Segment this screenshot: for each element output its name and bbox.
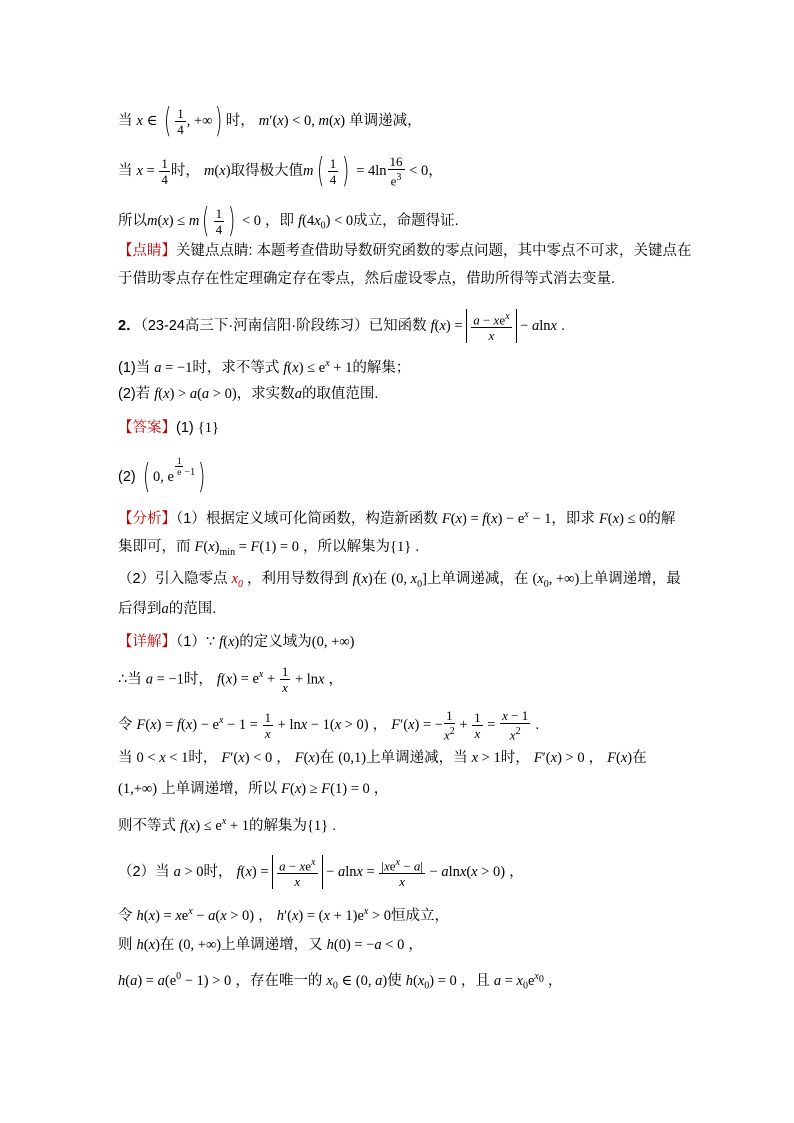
text-line-3: 所以m(x) ≤ m( $\frac{1}{4}$ ) < 0 ，即 $f(4x_0) < 0$成立，命题得证. bbox=[118, 201, 459, 241]
text-line-19: (1,+∞) 上单调递增，所以 F(x) ≥ F(1) = 0 ， bbox=[118, 781, 389, 797]
text-line-12: 集即可，而 $F(x)_{min} = F(1) = 0$ ，所以解集为{1} . bbox=[118, 539, 420, 558]
text-line-14: 后得到a的范围. bbox=[118, 601, 217, 617]
text-line-24: $h(a) = a(e^0 - 1) > 0$ ，存在唯一的 $x_0$ ∈ (0, a)使 $h(x_0) = 0$ ，且 $a = x_0e^{x_0}$ ， bbox=[118, 971, 563, 992]
text-line-17: 令 $F(x) = f(x) - e^x - 1$ = $\frac{1}{x}$ + lnx − 1(x > 0) ， F′(x) = − $\frac{1}{x^2}$ + $\frac{1}{x}$ = $\frac{x - 1}{x^2}$ . bbox=[118, 708, 540, 743]
text-line-2: 当 x = $\frac{1}{4}$ 时， m(x)取得极大值m( $\frac{1}{4}$ ) = 4ln $\frac{16}{e^3}$ < 0， bbox=[118, 151, 443, 192]
text-line-1: 当 x ∈ ( $\frac{1}{4}$ , +∞) 时， m′(x) < 0, m(x) 单调递减， bbox=[118, 101, 422, 141]
math-x-in-interval: x bbox=[136, 112, 143, 129]
text-line-23: 则 h(x)在 (0, +∞)上单调递增，又 h(0) = −a < 0 ， bbox=[118, 937, 423, 953]
problem-number: 2． bbox=[118, 318, 141, 334]
text-line-22: 令 $h(x) = xe^x - a(x > 0)$ ， $h'(x) = (x + 1)e^x > 0$恒成立， bbox=[118, 906, 450, 924]
text-line-5 bbox=[118, 269, 615, 289]
answer-part-2-label: (2) bbox=[118, 468, 136, 485]
tag-analysis: 【分析】 bbox=[118, 510, 176, 527]
text-line-13: （2）引入隐零点 $x_0$ ，利用导数得到 f(x)在 (0, $x_0$]上单调递减，在 ($x_0$, +∞)上单调递增，最 bbox=[118, 571, 681, 590]
problem-source: （23-24高三下·河南信阳·阶段练习） bbox=[140, 318, 369, 334]
tag-answer: 【答案】 bbox=[118, 420, 176, 436]
line-4-text: 关键点点睛: 本题考查借助导数研究函数的零点问题，其中零点不可求，关键点在 bbox=[176, 243, 692, 259]
text-line-21: （2）当 a > 0时， f(x) = $\frac{a - xe^x}{x}$ − alnx = $\frac{|xe^x - a|}{x}$ − alnx(x > 0) ， bbox=[118, 857, 524, 890]
text-line-4 bbox=[118, 241, 692, 261]
line-5-text: 于借助零点存在性定理确定存在零点，然后虚设零点，借助所得等式消去变量. bbox=[118, 271, 616, 287]
text-line-16: ∴当 a = −1时， $f(x) = e^x$ + $\frac{1}{x}$ + lnx ， bbox=[118, 664, 343, 695]
text-line-18: 当 0 < x < 1时， F′(x) < 0 ， F(x)在 (0,1)上单调递减，当 x > 1时， F′(x) > 0 ， F(x)在 bbox=[118, 750, 647, 766]
answer-part-2: (2) ( 0, e $^{\frac{1}{e} -1}$) bbox=[118, 456, 206, 497]
problem-stem: 已知函数 bbox=[368, 318, 427, 334]
text-line-11: 【分析】（1）根据定义域可化简函数，构造新函数 $F(x) = f(x) - e^x - 1$，即求 F(x) ≤ 0的解 bbox=[118, 509, 676, 527]
text-line-20: 则不等式 $f(x) \le e^x + 1$的解集为{1} . bbox=[118, 816, 337, 834]
text-line-8: (2)若 f(x) > a(a > 0)，求实数a的取值范围. bbox=[118, 386, 379, 402]
line-1-prefix: 当 bbox=[118, 112, 133, 129]
problem-2-header: 2．（23-24高三下·河南信阳·阶段练习）已知函数 f(x) = $\frac{a - xe^x}{x}$ − alnx . bbox=[118, 311, 566, 344]
tag-detail: 【详解】 bbox=[118, 634, 176, 650]
answer-line: 【答案】(1) {1} bbox=[118, 420, 219, 436]
tag-dianjing: 【点睛】 bbox=[118, 243, 176, 259]
text-line-15: 【详解】（1）∵ f(x)的定义域为(0, +∞) bbox=[118, 634, 355, 650]
line-2-prefix: 当 bbox=[118, 163, 133, 179]
text-line-7: (1)当 a = −1时，求不等式 $f(x) \le e^x + 1$的解集； bbox=[118, 358, 411, 376]
